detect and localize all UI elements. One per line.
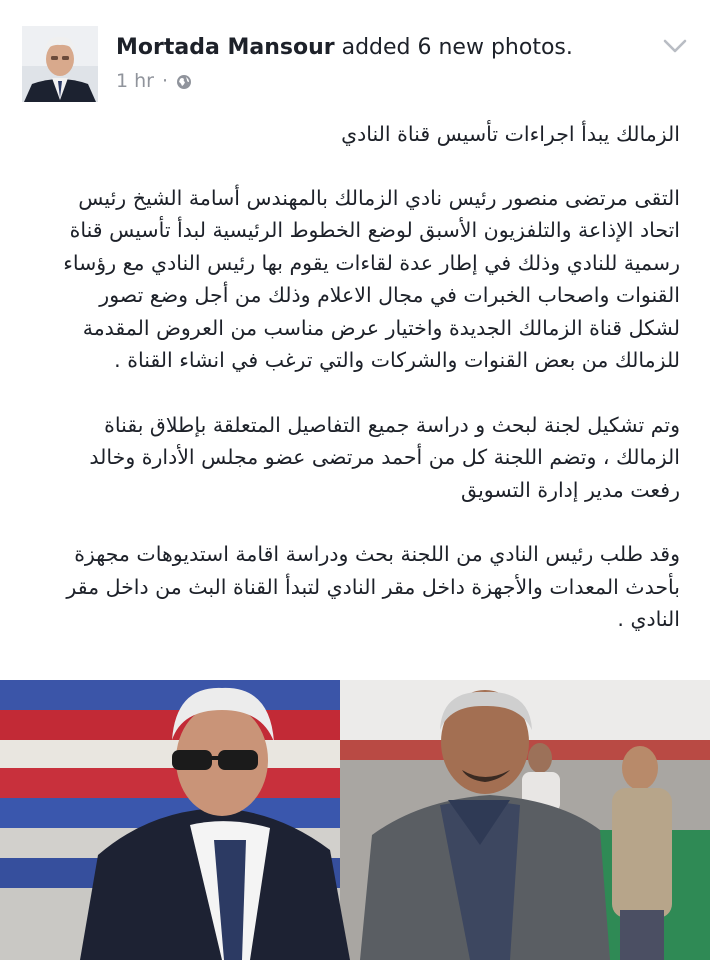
post-header bbox=[0, 0, 710, 110]
chevron-down-icon[interactable] bbox=[662, 36, 688, 56]
post-paragraph-1: التقى مرتضى منصور رئيس نادي الزمالك بالمهندس أسامة الشيخ رئيس اتحاد الإذاعة والتلفزيون الأسبق لوضع الخطوط الرئيسية لبدأ تأسيس قناة رسمية للنادي وذلك في إطار عدة لقاءات يقوم بها رئيس النادي مع رؤساء القنوات واصحاب الخبرات في مجال الاعلام وذلك من أجل وضع تصور لشكل قناة الزمالك الجديدة واختيار عرض مناسب من العروض المقدمة للزمالك من بعض القنوات والشركات والتي ترغب في انشاء القناة . bbox=[63, 185, 680, 372]
post-paragraph-2: وتم تشكيل لجنة لبحث و دراسة جميع التفاصيل المتعلقة بإطلاق بقناة الزمالك ، وتضم اللجنة كل من أحمد مرتضى عضو مجلس الأدارة وخالد رفعت مدير إدارة التسويق bbox=[89, 412, 680, 502]
post-paragraph-3: وقد طلب رئيس النادي من اللجنة بحث ودراسة اقامة استديوهات مجهزة بأحدث المعدات والأجهزة داخل مقر النادي لتبدأ القناة البث من داخل مقر النادي . bbox=[66, 542, 680, 631]
post-photo[interactable] bbox=[0, 680, 710, 960]
post-headline: الزمالك يبدأ اجراءات تأسيس قناة النادي bbox=[341, 122, 680, 146]
author-name[interactable]: Mortada Mansour bbox=[116, 35, 335, 60]
globe-icon[interactable] bbox=[176, 73, 192, 89]
post-author-line bbox=[116, 34, 573, 62]
post-body bbox=[58, 118, 680, 668]
post-timestamp[interactable]: 1 hr bbox=[116, 70, 154, 92]
meta-separator: · bbox=[161, 70, 169, 92]
post-action: added 6 new photos. bbox=[341, 35, 573, 60]
post-meta bbox=[116, 70, 192, 92]
avatar[interactable] bbox=[22, 26, 98, 102]
